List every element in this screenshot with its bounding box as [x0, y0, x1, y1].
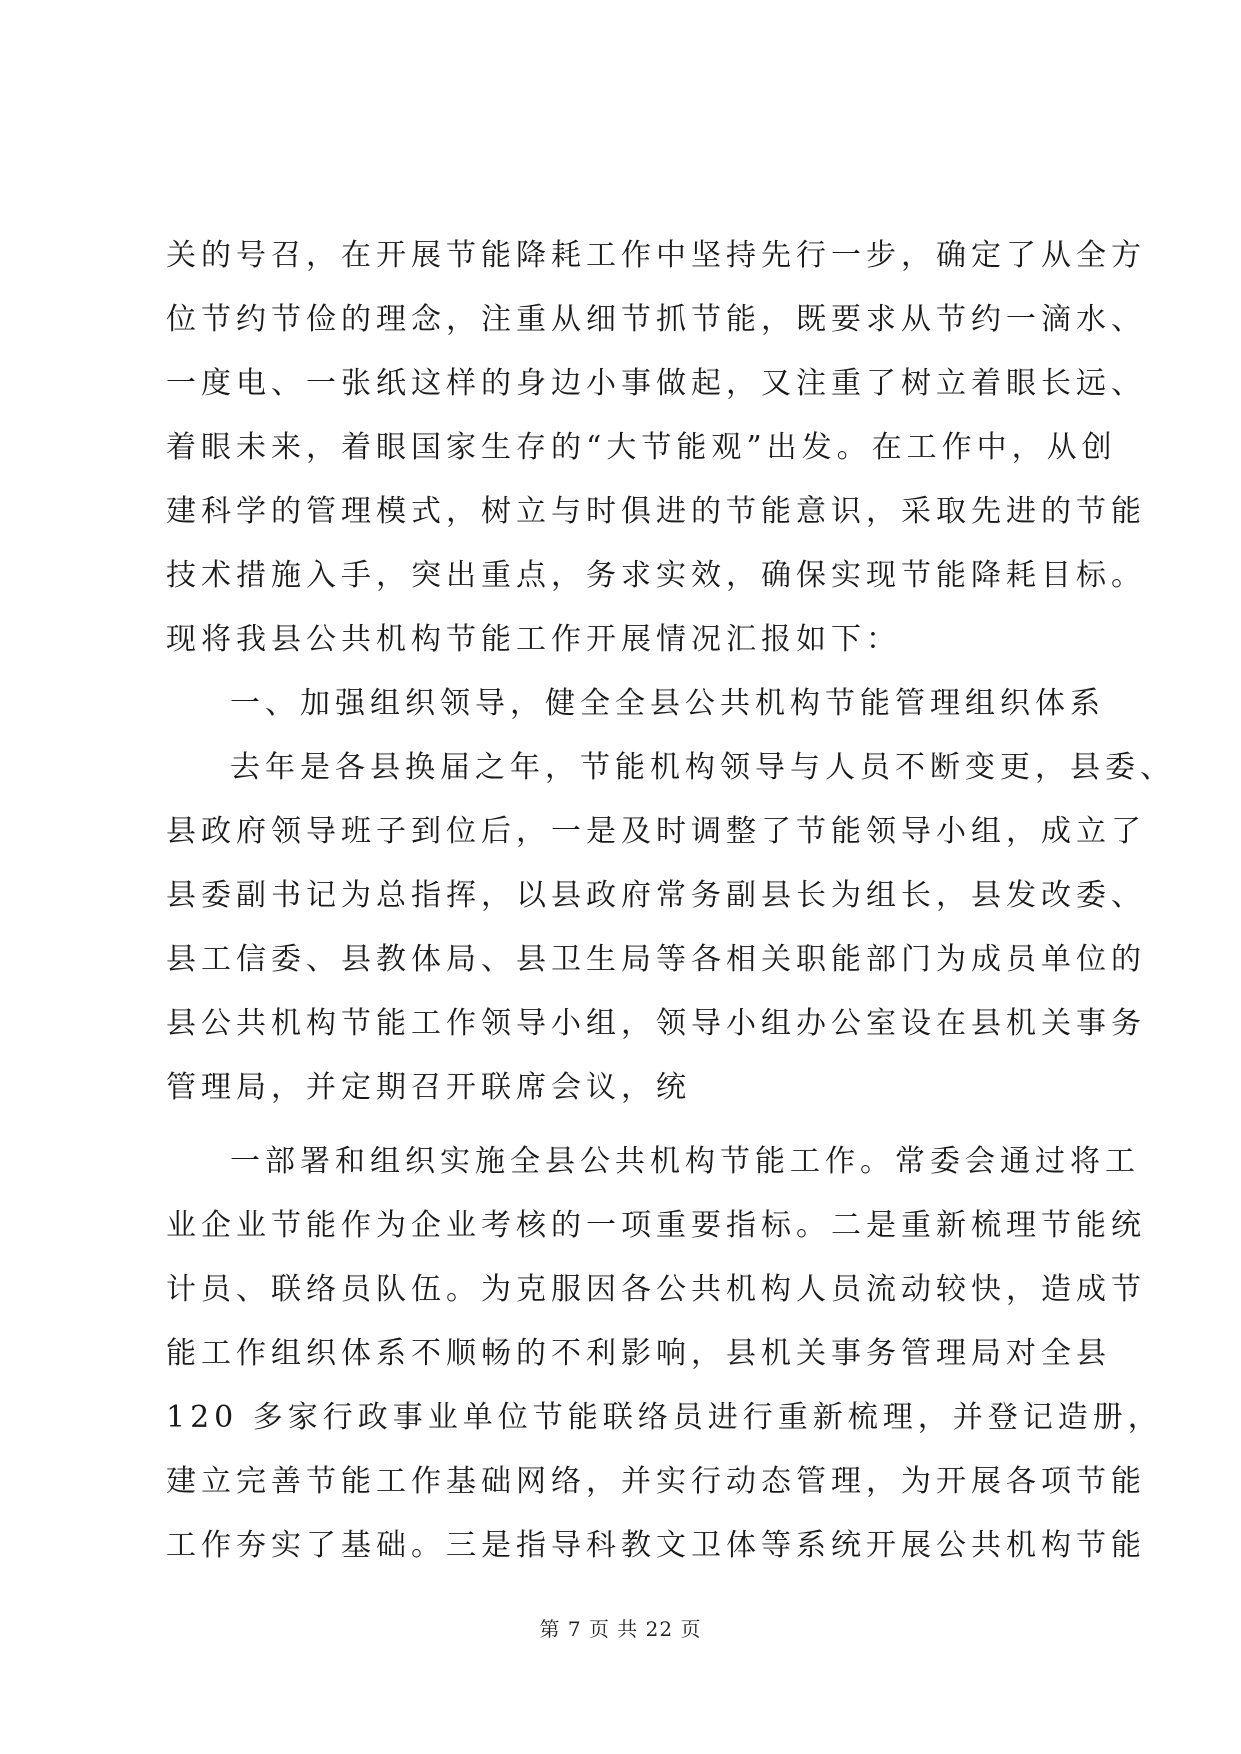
text-line: 县政府领导班子到位后，一是及时调整了节能领导小组，成立了 — [166, 814, 1146, 849]
text-line: 工作夯实了基础。三是指导科教文卫体等系统开展公共机构节能 — [166, 1528, 1146, 1563]
text-line: 计员、联络员队伍。为克服因各公共机构人员流动较快，造成节 — [166, 1272, 1146, 1307]
text-line: 县工信委、县教体局、县卫生局等各相关职能部门为成员单位的 — [166, 942, 1146, 977]
paragraph-start-line: 去年是各县换届之年，节能机构领导与人员不断变更，县委、 — [230, 750, 1175, 785]
text-line: 能工作组织体系不顺畅的不利影响，县机关事务管理局对全县 — [166, 1336, 1111, 1371]
text-line: 现将我县公共机构节能工作开展情况汇报如下： — [166, 622, 901, 657]
text-line: 建科学的管理模式，树立与时俱进的节能意识，采取先进的节能 — [166, 494, 1146, 529]
text-line: 位节约节俭的理念，注重从细节抓节能，既要求从节约一滴水、 — [166, 302, 1146, 337]
section-heading: 一、加强组织领导，健全全县公共机构节能管理组织体系 — [230, 686, 1105, 721]
text-line: 建立完善节能工作基础网络，并实行动态管理，为开展各项节能 — [166, 1464, 1146, 1499]
text-line: 业企业节能作为企业考核的一项重要指标。二是重新梳理节能统 — [166, 1208, 1146, 1243]
document-body — [166, 224, 1175, 1578]
text-line: 县公共机构节能工作领导小组，领导小组办公室设在县机关事务 — [166, 1006, 1146, 1041]
text-line: 一度电、一张纸这样的身边小事做起，又注重了树立着眼长远、 — [166, 366, 1146, 401]
text-line: 关的号召，在开展节能降耗工作中坚持先行一步，确定了从全方 — [166, 238, 1146, 273]
text-line: 管理局，并定期召开联席会议，统 — [166, 1070, 691, 1105]
page-number-footer: 第 7 页 共 22 页 — [539, 1617, 702, 1641]
paragraph-start-line: 一部署和组织实施全县公共机构节能工作。常委会通过将工 — [230, 1144, 1140, 1179]
text-line: 120 多家行政事业单位节能联络员进行重新梳理，并登记造册， — [166, 1400, 1163, 1435]
text-line: 技术措施入手，突出重点，务求实效，确保实现节能降耗目标。 — [166, 558, 1146, 593]
text-line: 县委副书记为总指挥，以县政府常务副县长为组长，县发改委、 — [166, 878, 1146, 913]
text-line: 着眼未来，着眼国家生存的“大节能观”出发。在工作中，从创 — [166, 430, 1117, 465]
